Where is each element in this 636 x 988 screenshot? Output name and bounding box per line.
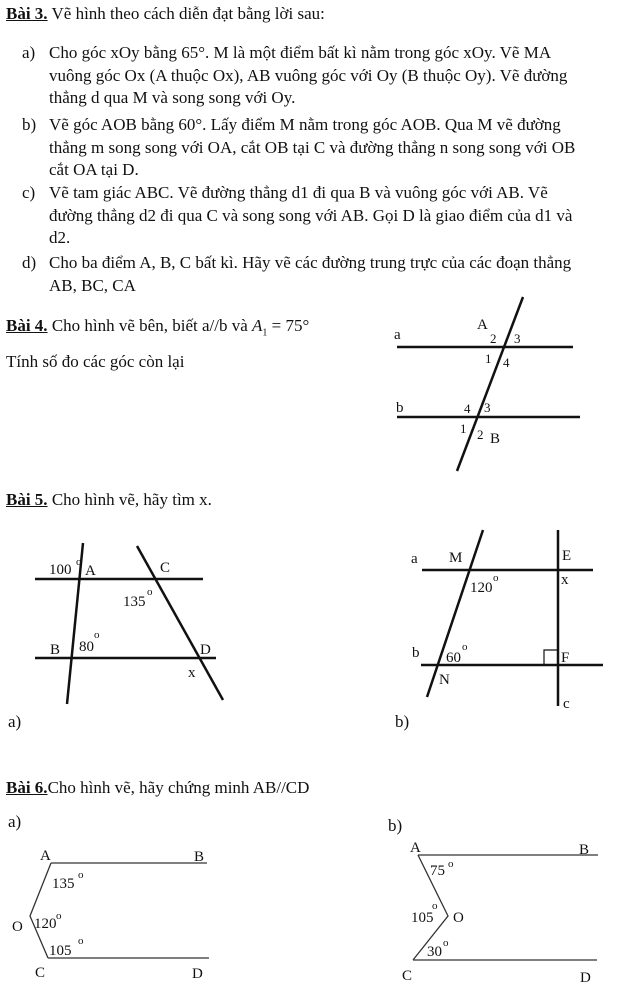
angle-A-135: 135 — [52, 876, 75, 892]
label-point-E: E — [562, 548, 572, 564]
item-label: b) — [22, 115, 37, 134]
item-label: c) — [22, 183, 36, 202]
item-label: a) — [22, 43, 36, 62]
fig-b-label: b) — [388, 816, 403, 835]
label-point-C: C — [35, 965, 46, 981]
label-point-B: B — [194, 849, 205, 865]
angle-A3: 3 — [514, 331, 521, 346]
bai5-prompt: Cho hình vẽ, hãy tìm x. — [47, 490, 212, 509]
item-line: d2. — [49, 228, 71, 247]
label-point-D: D — [580, 970, 591, 986]
bai6-figure-b — [380, 810, 636, 988]
label-point-O: O — [453, 910, 464, 926]
label-point-A: A — [85, 563, 96, 579]
label-line-b: b — [396, 400, 404, 416]
angle-B2: 2 — [477, 427, 484, 442]
item-line: AB, BC, CA — [49, 275, 136, 295]
angle-A-75: 75 — [430, 863, 445, 879]
label-point-N: N — [439, 672, 450, 688]
angle-C-30: 30 — [427, 944, 442, 960]
angle-A2: 2 — [490, 331, 497, 346]
angle-B3: 3 — [484, 400, 491, 415]
label-point-D: D — [192, 966, 203, 982]
label-point-D: D — [200, 642, 211, 658]
item-line: đường thẳng d2 đi qua C và song song với AB. Gọi D là giao điểm của d1 và — [49, 205, 573, 225]
item-label: d) — [22, 253, 37, 272]
label-line-b: b — [412, 645, 420, 661]
bai5-figure-a — [0, 530, 240, 730]
label-point-A: A — [477, 317, 488, 333]
item-line: Vẽ góc AOB bằng 60°. Lấy điểm M nằm trong góc AOB. Qua M vẽ đường — [49, 115, 561, 134]
unknown-x: x — [188, 665, 196, 681]
label-point-B: B — [490, 431, 501, 447]
bai4-title — [6, 316, 309, 338]
bai5-figure-b — [380, 530, 636, 740]
degree-sign: o — [78, 935, 84, 947]
degree-sign: o — [462, 641, 468, 653]
bai3-title — [6, 4, 325, 24]
angle-B1: 1 — [460, 421, 467, 436]
angle-A4: 4 — [503, 355, 510, 370]
label-point-A: A — [40, 848, 51, 864]
angle-N-60: 60 — [446, 650, 461, 666]
degree-sign: o — [94, 629, 100, 641]
bai6-figure-a — [0, 770, 320, 988]
degree-sign: o — [493, 572, 499, 584]
item-line: thẳng m song song với OA, cắt OB tại C và đường thẳng n song song với OB — [49, 137, 576, 157]
fig-a-label: a) — [8, 812, 22, 831]
bai6-heading: Bài 6. — [6, 778, 48, 797]
degree-sign: o — [448, 858, 454, 870]
bai4-figure — [380, 290, 600, 500]
label-point-B: B — [50, 642, 61, 658]
item-line: Vẽ tam giác ABC. Vẽ đường thẳng d1 đi qua B và vuông góc với AB. Vẽ — [49, 183, 548, 202]
bai3-prompt: Vẽ hình theo cách diễn đạt bằng lời sau: — [47, 4, 325, 23]
item-line: vuông góc Ox (A thuộc Ox), AB vuông góc với Oy (B thuộc Oy). Vẽ đường — [49, 65, 568, 85]
item-line: thẳng d qua M và song song với Oy. — [49, 88, 296, 107]
angle-A1: 1 — [485, 351, 492, 366]
item-line: Cho góc xOy bằng 65°. M là một điểm bất kì nằm trong góc xOy. Vẽ MA — [49, 43, 552, 62]
label-point-M: M — [449, 550, 463, 566]
angle-O-120: 120 — [34, 916, 57, 932]
angle-M-120: 120 — [470, 580, 493, 596]
angle-O-105: 105 — [411, 910, 434, 926]
angle-B4: 4 — [464, 401, 471, 416]
item-line: Cho ba điểm A, B, C bất kì. Hãy vẽ các đường trung trực của các đoạn thẳng — [49, 253, 572, 272]
label-point-O: O — [12, 919, 23, 935]
degree-sign: o — [443, 937, 449, 949]
label-line-c: c — [563, 696, 570, 712]
label-point-C: C — [402, 968, 413, 984]
angle-C-105: 105 — [49, 943, 72, 959]
degree-sign: o — [147, 586, 153, 598]
fig-b-label: b) — [395, 712, 410, 731]
degree-sign: o — [76, 556, 82, 568]
label-point-B: B — [579, 842, 590, 858]
bai6-prompt: Cho hình vẽ, hãy chứng minh AB//CD — [47, 778, 310, 797]
bai4-question: Tính số đo các góc còn lại — [6, 352, 185, 371]
unknown-x: x — [561, 572, 569, 588]
fig-a-label: a) — [8, 712, 22, 731]
label-point-A: A — [410, 840, 421, 856]
bai5-heading: Bài 5. — [6, 490, 48, 509]
formula-sub: 1 — [262, 327, 268, 339]
bai5-title — [6, 490, 212, 510]
label-line-a: a — [394, 327, 401, 343]
bai4-prompt: Cho hình vẽ bên, biết a//b và — [47, 316, 252, 335]
bai3-heading: Bài 3. — [6, 4, 48, 23]
degree-sign: o — [432, 900, 438, 912]
angle-B-80: 80 — [79, 639, 94, 655]
degree-sign: o — [56, 910, 62, 922]
degree-sign: o — [78, 869, 84, 881]
label-point-C: C — [160, 560, 171, 576]
formula-var: A — [252, 316, 263, 335]
bai4-heading: Bài 4. — [6, 316, 48, 335]
angle-A-100: 100 — [49, 562, 72, 578]
formula-value: = 75° — [267, 316, 310, 335]
label-point-F: F — [561, 650, 570, 666]
item-line: cắt OA tại D. — [49, 160, 139, 179]
label-line-a: a — [411, 551, 418, 567]
angle-C-135: 135 — [123, 594, 146, 610]
